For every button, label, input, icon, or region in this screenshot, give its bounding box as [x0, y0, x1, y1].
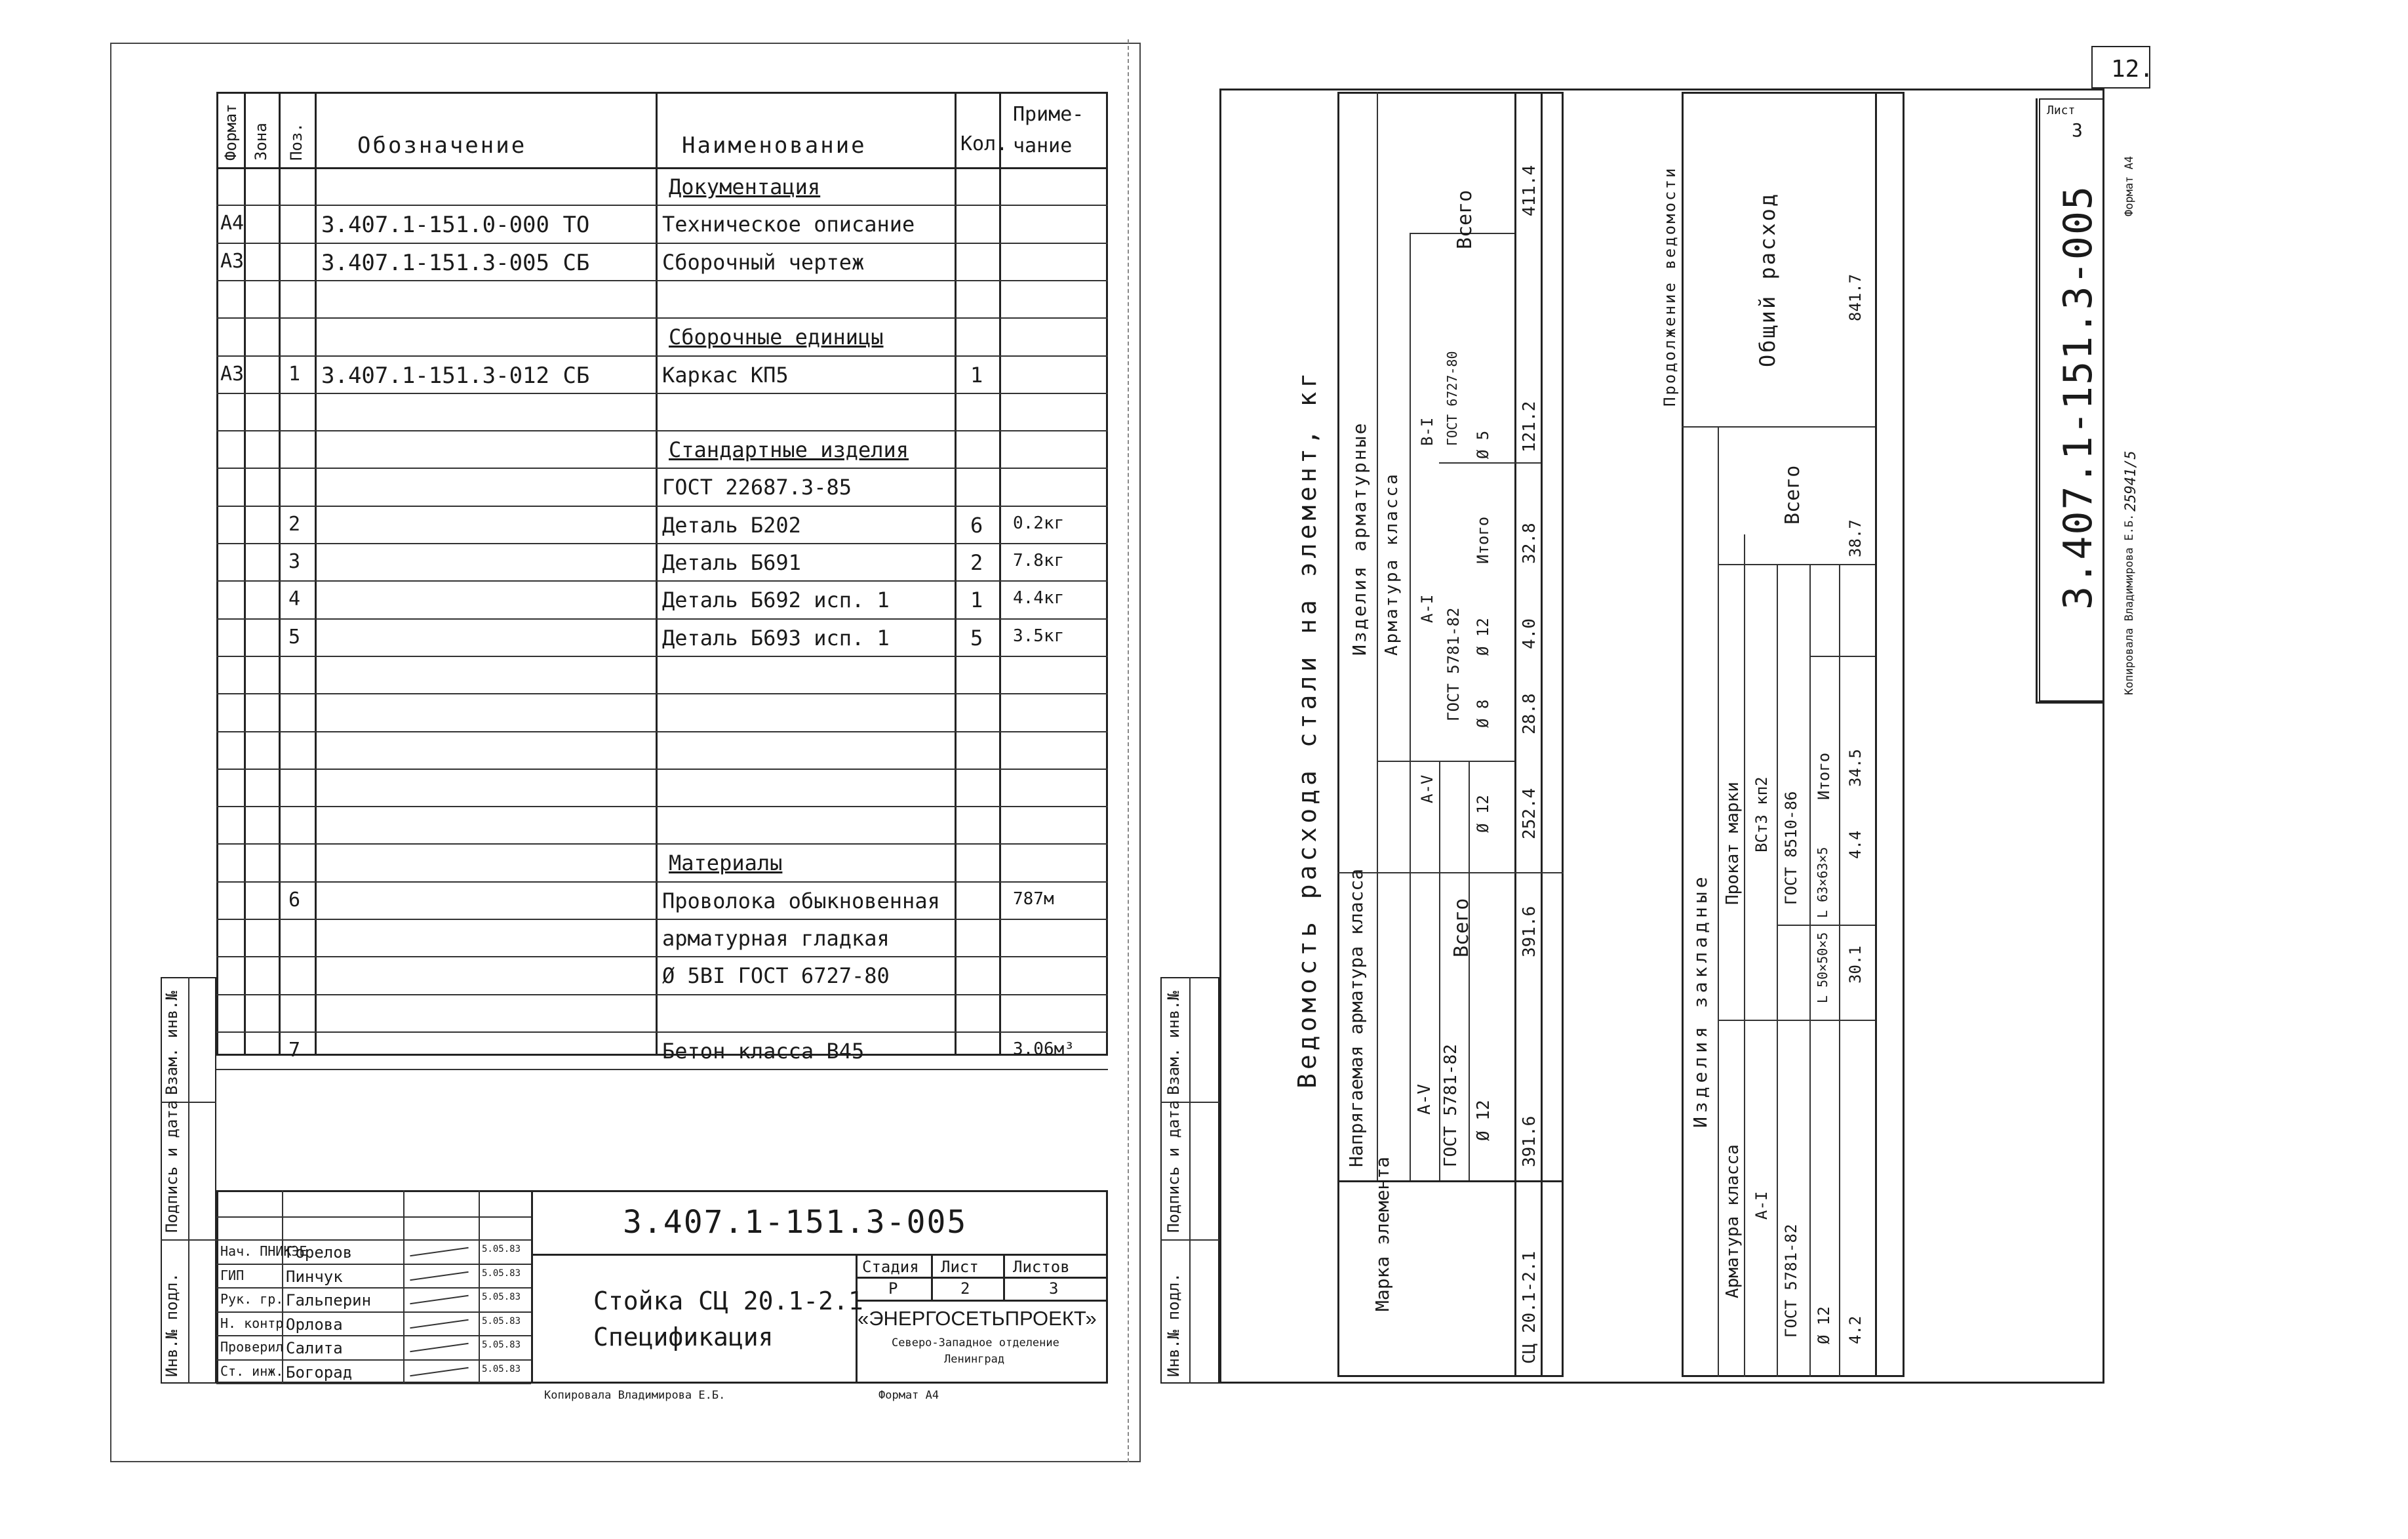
overall-value: 841.7: [1846, 273, 1865, 321]
sheets-value: 3: [1049, 1279, 1059, 1298]
fold-line: [1128, 39, 1129, 1462]
mark-header: Марка элемента: [1372, 1156, 1393, 1311]
spec-cell-name: Деталь Б692 исп. 1: [662, 588, 890, 613]
spec-cell-pos: 3: [288, 550, 301, 573]
title-line-2: Спецификация: [593, 1323, 774, 1351]
person-name: Горелов: [286, 1243, 353, 1262]
spec-cell-name: Сборочный чертеж: [662, 249, 865, 275]
left-stamp-vzam: Взам. инв.№: [163, 991, 181, 1095]
spec-row-line: [216, 205, 1108, 206]
person-role: Нач. ПНИКЭЕ: [220, 1243, 307, 1259]
header-name: Наименование: [682, 132, 867, 159]
embedded-angle2: L 63×63×5: [1815, 847, 1830, 918]
left-format: Формат А4: [878, 1389, 939, 1402]
spec-cell-pos: 1: [288, 362, 301, 386]
spec-cell-name: арматурная гладкая: [662, 926, 890, 951]
sheets-label: Листов: [1013, 1258, 1070, 1276]
left-copied: Копировала Владимирова Е.Б.: [544, 1389, 726, 1402]
people-row-line: [216, 1335, 531, 1336]
page-number-box: [2091, 46, 2150, 89]
person-name: Пинчук: [286, 1267, 343, 1286]
spec-cell-name: Деталь Б693 исп. 1: [662, 625, 890, 650]
page-number: 12.: [2111, 56, 2154, 83]
person-date: 5.05.83: [482, 1292, 521, 1302]
people-row-line: [216, 1287, 531, 1289]
embedded-v-d12: 4.2: [1846, 1315, 1865, 1344]
header-note-1: Приме-: [1013, 103, 1084, 126]
stage-label: Стадия: [862, 1258, 919, 1276]
spec-row-line: [216, 468, 1108, 469]
right-stamp-sign: Подпись и дата: [1164, 1100, 1183, 1233]
rebar-ai: А-I: [1418, 594, 1436, 623]
rebar-d5: Ø 5: [1474, 430, 1492, 459]
person-date: 5.05.83: [482, 1363, 521, 1374]
prestressed-dia: Ø 12: [1474, 1100, 1493, 1141]
value-pre-d12: 391.6: [1520, 1115, 1539, 1167]
spec-cell-name: Каркас КП5: [662, 362, 789, 388]
spec-cell-designation: 3.407.1-151.3-012 СБ: [321, 362, 590, 389]
spec-cell-name: Стандартные изделия: [669, 437, 909, 463]
value-mark: СЦ 20.1-2.1: [1520, 1250, 1539, 1364]
spec-row-line: [216, 769, 1108, 770]
person-date: 5.05.83: [482, 1340, 521, 1350]
embedded-angle1: L 50×50×5: [1815, 932, 1830, 1003]
embedded-rolled: Прокат марки: [1723, 782, 1743, 905]
spec-row-line: [216, 656, 1108, 657]
people-row-line: [216, 1383, 531, 1384]
right-archive: 25941/5: [2123, 450, 2139, 511]
embedded-dia: Ø 12: [1815, 1306, 1833, 1344]
spec-cell-note: 3.06м³: [1013, 1039, 1075, 1059]
value-all: 411.4: [1520, 165, 1539, 216]
spec-row-line: [216, 618, 1108, 620]
person-name: Богорад: [286, 1363, 353, 1382]
spec-cell-name: Бетон класса В45: [662, 1038, 865, 1064]
prestressed-total: Всего: [1450, 898, 1473, 957]
person-date: 5.05.83: [482, 1315, 521, 1327]
embedded-v-a1: 30.1: [1846, 946, 1865, 984]
spec-row-line: [216, 393, 1108, 394]
person-date: 5.05.83: [482, 1268, 521, 1279]
spec-cell-note: 7.8кг: [1013, 551, 1065, 570]
embedded-v-total: 34.5: [1846, 749, 1865, 787]
spec-cell-pos: 4: [288, 588, 301, 611]
value-ai-d8: 28.8: [1520, 693, 1539, 734]
spec-row-line: [216, 280, 1108, 281]
spec-cell-name: Сборочные единицы: [669, 325, 884, 350]
continuation-table: [1682, 92, 1905, 1377]
embedded-all: Всего: [1781, 465, 1804, 525]
prestressed-gost: ГОСТ 5781-82: [1441, 1044, 1461, 1167]
spec-row-line: [216, 1069, 1108, 1070]
rebar-sub: Арматура класса: [1382, 472, 1402, 656]
spec-row-line: [216, 956, 1108, 957]
person-role: Ст. инж.: [220, 1363, 284, 1379]
rebar-total-label: Итого: [1474, 516, 1492, 564]
spec-cell-qty: 5: [970, 625, 983, 650]
rebar-d8: Ø 8: [1474, 699, 1492, 728]
spec-row-line: [216, 693, 1108, 694]
spec-cell-note: 0.2кг: [1013, 513, 1065, 533]
value-ai-total: 32.8: [1520, 523, 1539, 564]
rebar-items-header: Изделия арматурные: [1349, 421, 1370, 656]
spec-row-line: [216, 843, 1108, 845]
spec-cell-format: А4: [220, 212, 245, 235]
rebar-gost-ai: ГОСТ 5781-82: [1444, 607, 1463, 721]
rebar-bi: В-I: [1418, 417, 1436, 446]
prestressed-class: А-V: [1415, 1084, 1434, 1115]
spec-cell-name: Деталь Б202: [662, 512, 801, 538]
left-stamp-inv: Инв.№ подл.: [163, 1273, 181, 1377]
person-role: ГИП: [220, 1267, 245, 1283]
spec-row-line: [216, 506, 1108, 507]
spec-cell-qty: 6: [970, 512, 983, 538]
spec-cell-name: Деталь Б691: [662, 550, 801, 575]
embedded-gost2: ГОСТ 8510-86: [1782, 791, 1800, 905]
person-date: 5.05.83: [482, 1244, 521, 1254]
rebar-av: А-V: [1418, 774, 1436, 803]
embedded-gost: ГОСТ 5781-82: [1782, 1224, 1800, 1338]
person-name: Орлова: [286, 1315, 343, 1334]
spec-cell-note: 4.4кг: [1013, 588, 1065, 609]
rebar-d12a: Ø 12: [1474, 795, 1492, 833]
header-format: Формат: [222, 104, 240, 161]
spec-cell-qty: 2: [970, 550, 983, 575]
person-role: Н. контр.: [220, 1315, 292, 1331]
value-ai-d12: 4.0: [1520, 618, 1539, 649]
person-role: Проверил: [220, 1339, 284, 1355]
right-doc-code: 3.407.1-151.3-005: [2055, 184, 2101, 610]
header-designation: Обозначение: [357, 132, 527, 159]
value-av-d12: 252.4: [1520, 788, 1539, 839]
right-sheet-value: 3: [2072, 119, 2083, 141]
sheet-label: Лист: [941, 1258, 979, 1276]
people-row-line: [216, 1311, 531, 1313]
spec-row-line: [216, 1031, 1108, 1033]
right-stamp-vzam: Взам. инв.№: [1164, 991, 1183, 1095]
spec-cell-pos: 5: [288, 625, 301, 649]
person-name: Гальперин: [286, 1291, 372, 1309]
rebar-all: Всего: [1453, 190, 1476, 249]
spec-cell-pos: 6: [288, 888, 301, 911]
spec-cell-note: 3.5кг: [1013, 626, 1065, 646]
spec-cell-pos: 7: [288, 1038, 301, 1062]
embedded-ai: А-I: [1752, 1191, 1771, 1220]
spec-row-line: [216, 994, 1108, 995]
left-doc-code: 3.407.1-151.3-005: [623, 1204, 968, 1241]
value-bi-d5: 121.2: [1520, 401, 1539, 452]
org-name: «ЭНЕРГОСЕТЬПРОЕКТ»: [858, 1307, 1097, 1330]
spec-row-line: [216, 580, 1108, 582]
spec-row-line: [216, 919, 1108, 920]
rebar-gost-bi: ГОСТ 6727-80: [1444, 351, 1460, 446]
spec-row-line: [216, 806, 1108, 807]
people-row-line: [216, 1264, 531, 1265]
spec-cell-pos: 2: [288, 512, 301, 536]
right-title: Ведомость расхода стали на элемент, кг: [1293, 369, 1322, 1089]
spec-cell-format: А3: [220, 362, 245, 386]
spec-row-line: [216, 881, 1108, 883]
right-stamp-inv: Инв.№ подл.: [1164, 1273, 1183, 1377]
header-qty: Кол.: [960, 132, 1008, 155]
spec-cell-note: 787м: [1013, 889, 1054, 909]
spec-cell-qty: 1: [970, 362, 983, 388]
embedded-rebar-class: Арматура класса: [1723, 1144, 1743, 1298]
left-stamp-sign: Подпись и дата: [163, 1100, 181, 1233]
sheet-value: 2: [960, 1279, 970, 1298]
embedded-steel: ВСт3 кп2: [1752, 776, 1771, 852]
org-sub-2: Ленинград: [944, 1353, 1005, 1366]
spec-cell-designation: 3.407.1-151.3-005 СБ: [321, 249, 590, 276]
embedded-v-all: 38.7: [1846, 519, 1865, 557]
stage-value: Р: [888, 1279, 898, 1298]
spec-row-line: [216, 731, 1108, 732]
rebar-d12b: Ø 12: [1474, 618, 1492, 656]
spec-cell-designation: 3.407.1-151.0-000 ТО: [321, 212, 590, 239]
continuation-title: Продолжение ведомости: [1661, 166, 1679, 407]
embedded-v-a2: 4.4: [1846, 830, 1865, 859]
spec-row-line: [216, 243, 1108, 244]
embedded-total-label: Итого: [1815, 752, 1833, 800]
header-pos: Поз.: [287, 123, 306, 161]
header-note-2: чание: [1013, 134, 1073, 157]
person-role: Рук. гр.: [220, 1291, 284, 1307]
right-format: Формат А4: [2123, 155, 2136, 216]
spec-cell-format: А3: [220, 249, 245, 273]
spec-cell-name: Ø 5ВI ГОСТ 6727-80: [662, 963, 890, 989]
spec-row-line: [216, 543, 1108, 544]
spec-cell-name: Материалы: [669, 850, 783, 876]
value-pre-total: 391.6: [1520, 906, 1539, 957]
prestressed-header: Напрягаемая арматура класса: [1345, 868, 1367, 1167]
overall-header: Общий расход: [1755, 191, 1780, 367]
header-zone: Зона: [252, 123, 270, 161]
spec-row-line: [216, 317, 1108, 319]
person-name: Салита: [286, 1339, 343, 1357]
spec-cell-name: ГОСТ 22687.3-85: [662, 475, 852, 500]
title-line-1: Стойка СЦ 20.1-2.1: [593, 1287, 863, 1315]
right-sheet-label: Лист: [2047, 104, 2076, 117]
spec-row-line: [216, 355, 1108, 357]
spec-cell-qty: 1: [970, 588, 983, 613]
embedded-header: Изделия закладные: [1689, 873, 1711, 1128]
spec-cell-name: Проволока обыкновенная: [662, 888, 940, 913]
right-copied: Копировала Владимирова Е.Б.: [2123, 513, 2136, 695]
spec-row-line: [216, 430, 1108, 431]
people-row-line: [216, 1359, 531, 1361]
org-sub-1: Северо-Западное отделение: [892, 1336, 1059, 1349]
spec-cell-name: Техническое описание: [662, 212, 915, 237]
spec-cell-name: Документация: [669, 174, 821, 199]
